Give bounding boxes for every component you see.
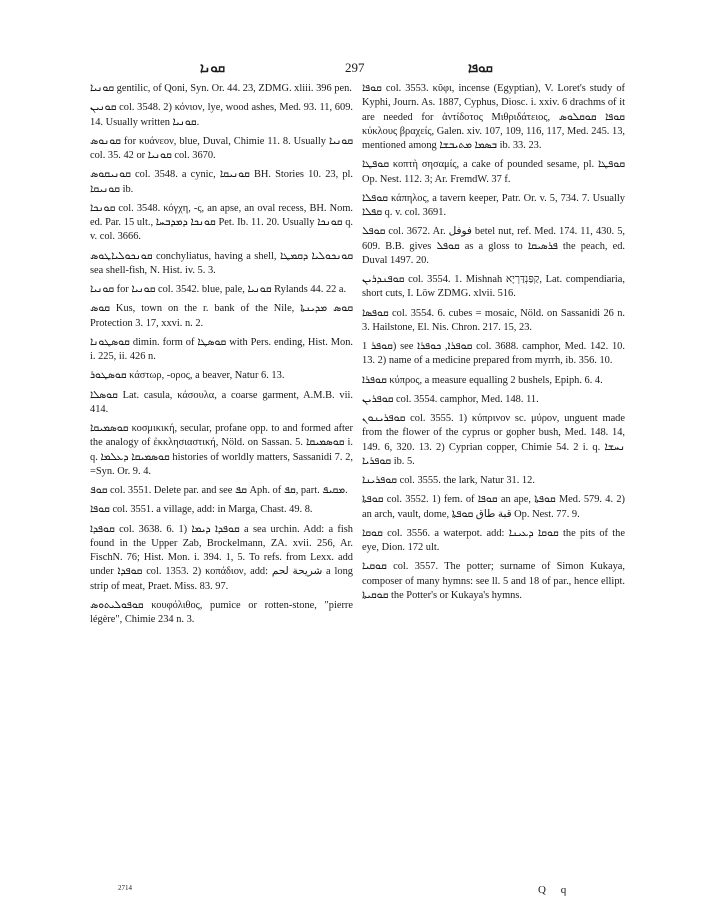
dictionary-entry: ܩܘܦܐ col. 3553. κῦφι, incense (Egyptian), V. Loret's study of Kyphi, Journ. As. 1887, Cyphus, Diosc. i. xxiv. 6 drachms of it are needed for ἀντίδοτος Μιθριδάτειος, ܩܘܦܐ ܩܘܩܠܘܣ κύκλους βραχείς, Galen. xiv. 107, 109, 116, 117, Med. 245. 13, mentioned among ܒܣܡܐ ܡܬܝܒܫܐ ib. 33. 23.: [362, 83, 625, 151]
dictionary-entry: ܩܘܩܐ col. 3556. a waterpot. add: ܩܘܩܐ ܕܥܝܢܐ the pits of the eye, Dion. 172 ult.: [362, 527, 625, 553]
dictionary-entry: ܩܘܢܟܐ col. 3548. κόγχη, -ς, an apse, an oval recess, BH. Nom. ed. Par. 15 ult., ܩܘܢܟܐ ܕܡܕܒܚܐ Pet. Ib. 11. 20. Usually ܩܘܢܟܐ q. v. col. 3666.: [90, 202, 353, 243]
dictionary-entry: ܩܘܦܪܝܢܘܢ col. 3555. 1) κύπρινον sc. μύρον, unguent made from the flower of the cyprus or gopher bush, Med. 148. 14, 149. 6, 320. 13. 2) Cyprian copper, Chimie 54. 2 i. q. ܢܚܫܐ ܩܘܦܪܝܐ ib. 5.: [362, 413, 625, 467]
dictionary-entry: ܩܘܣܡܝܩܐ κοσμικική, secular, profane opp. to and formed after the analogy of ἐκκλησιαστική, Nöld. on Sassan. 5. ܩܘܣܡܝܩܐ i. q. ܩܘܣܡܝܩܐ ܕܥܠܡܐ histories of worldly matters, Sassanidi 7. 2, =Syn. Or. 9. 4.: [90, 423, 353, 477]
dictionary-entry: ܩܘܦܬܐ col. 3552. 1) fem. of ܩܘܦܐ an ape, ܩܘܦܬܐ Med. 579. 4. 2) an arch, vault, dome, قبة طاق ܩܘܦܬܐ Op. Nest. 77. 9.: [362, 494, 625, 520]
printer-signature: 2714: [118, 884, 132, 892]
dictionary-entry: ܩܘܩܝܐ col. 3557. The potter; surname of Simon Kukaya, composer of many hymns: see ll. 5 and 18 of par., hence ellipt. ܩܘܩܝܬܐ the Potter's or Kukaya's hymns.: [362, 561, 625, 601]
dictionary-entry: ܩܘܣ Kus, town on the r. bank of the Nile, ܩܘܣ ܡܕܝܢܬܐ Protection 3. 17, xxvi. n. 2.: [90, 303, 354, 329]
dictionary-entry: ܩܘܦܪܝܢܐ col. 3555. the lark, Natur 31. 12.: [362, 475, 535, 486]
dictionary-entry: ܩܘܦܪ 1) see ܩܘܦܪܐ, ܟܘܦܪܐ col. 3688. camphor, Med. 142. 10. 13. 2) name of a medicine prepared from myrrh, ib. 356. 10.: [362, 341, 625, 367]
running-head-right: ܩܘܦܐ: [468, 60, 493, 75]
dictionary-entry: ܩܘܦܪܐ κύπρος, a measure equalling 2 bushels, Epiph. 6. 4.: [362, 374, 603, 386]
left-column: [90, 82, 353, 632]
dictionary-entry: ܩܘܦܠ col. 3672. Ar. فوفل betel nut, ref. Med. 174. 11, 430. 5, 609. B.B. gives ܩܘܦܠ as a gloss to ܦܪܣܝܩܐ the peach, ed. Duval 1497. 20.: [362, 226, 625, 266]
dictionary-entry: ܩܘܦܕܐ col. 3638. 6. 1) ܩܘܦܕܐ ܕܝܡܐ a sea urchin. Add: a fish found in the Upper Zab, Brockelmann, ZA. xvii. 256, Ar. FischN. 76; Hist. Mon. i. 394. 1, 5. To refs. from Lexx. add under ܩܘܦܕܐ col. 1353. 2) κοπάδιον, add: شريحة لحم a long strip of meat, Praet. Miss. 83. 97.: [90, 523, 353, 592]
sheet-mark: Q q: [538, 884, 573, 896]
dictionary-entry: ܩܘܣܠܐ Lat. casula, κάσουλα, a coarse garment, A.M.B. vii. 414.: [90, 389, 353, 415]
page-number: 297: [345, 60, 365, 75]
dictionary-entry: ܩܘܦܐ col. 3551. a village, add: in Marga, Chast. 49. 8.: [90, 504, 313, 516]
dictionary-entry: ܩܘܦܢܕܪܝܢ col. 3554. 1. Mishnah קַפַּנְדַּרְיָא, Lat. compendiaria, short cuts, I. Löw ZDMG. xlvii. 516.: [362, 274, 625, 300]
dictionary-entry: ܩܘܢܝܐ for ܩܘܢܝܐ col. 3542. blue, pale, ܩܘܢܝܐ Rylands 44. 22 a.: [90, 284, 347, 295]
dictionary-entry: ܩܘܦܘܠܝܬܘܣ κουφόλιθος, pumice or rotten-stone, "pierre légère", Chimie 234 n. 3.: [90, 599, 353, 625]
dictionary-entry: ܩܘܢܟܘܠܝܐܛܘܣ conchyliatus, having a shell, ܩܘܢܟܘܠܝܐ ܕܩܡܛܐ sea shell-fish, N. Hist. iv. 5. 3.: [90, 250, 353, 276]
dictionary-entry: ܩܘܣܛܘܪ κάστωρ, -ορος, a beaver, Natur 6. 13.: [90, 370, 285, 382]
running-head-left: ܩܘܢܐ: [200, 60, 226, 75]
dictionary-entry: ܩܘܢܝܩܘܣ col. 3548. a cynic, ܩܘܢܝܩܐ BH. Stories 10. 23, pl. ܩܘܢܝܩܐ ib.: [90, 169, 353, 195]
dictionary-entry: ܩܘܦ col. 3551. Delete par. and see ܩܦ Aph. of ܩܦ, part. ܡܩܝܦ.: [90, 485, 348, 496]
dictionary-entry: ܩܘܦܪܝܢ col. 3554. camphor, Med. 148. 11.: [362, 393, 539, 405]
dictionary-entry: ܩܘܢܝܐ gentilic, of Qoni, Syn. Or. 44. 23, ZDMG. xliii. 396 pen.: [90, 83, 352, 94]
dictionary-entry: ܩܘܢܝܢ col. 3548. 2) κόνιον, lye, wood ashes, Med. 93. 11, 609. 14. Usually written ܩܘܢܝܐ.: [90, 102, 353, 128]
dictionary-entry: ܩܘܦܣܐ col. 3554. 6. cubes = mosaic, Nöld. on Sassanidi 26 n. 3. Hailstone, El. Nis. Chron. 217. 15, 23.: [362, 307, 625, 333]
dictionary-entry: ܩܘܦܛܐ κοπτὴ σησαμίς, a cake of pounded sesame, pl. ܩܘܦܛܐ Op. Nest. 112. 3; Ar. FremdW. 37 f.: [362, 159, 625, 185]
dictionary-entry: ܩܘܦܠܐ κάπηλος, a tavern keeper, Patr. Or. v. 5, 734. 7. Usually ܩܦܠܐ q. v. col. 3691.: [362, 192, 625, 218]
right-column: [362, 82, 625, 608]
dictionary-entry: ܩܘܣܛܘܢܐ dimin. form of ܩܘܣܛܐ with Pers. ending, Hist. Mon. i. 225, ii. 426 n.: [90, 336, 353, 362]
dictionary-entry: ܩܘܢܘܣ for κυάνεον, blue, Duval, Chimie 11. 8. Usually ܩܘܢܝܐ col. 35. 42 or ܩܘܢܝܐ col. 3670.: [90, 135, 353, 161]
